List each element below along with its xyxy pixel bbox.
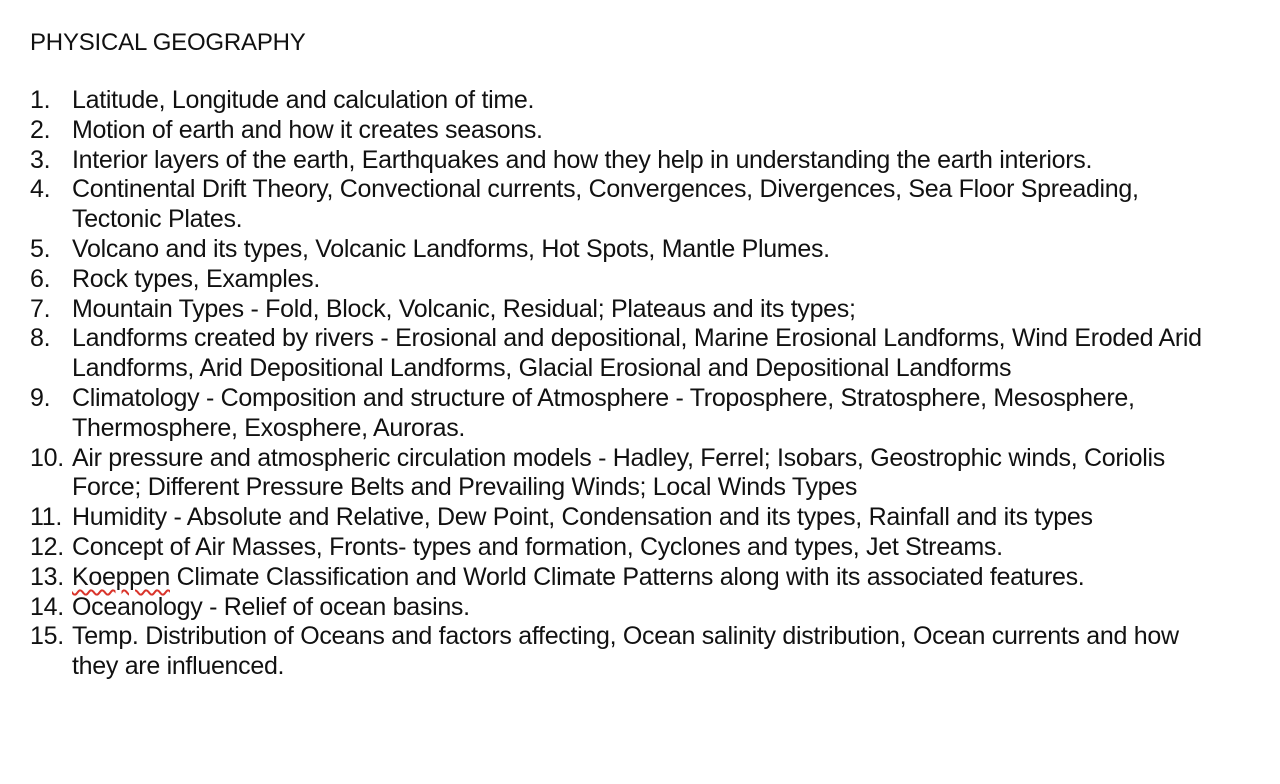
- document-title: PHYSICAL GEOGRAPHY: [30, 29, 306, 56]
- list-number: 8.: [30, 324, 51, 353]
- list-text: Volcano and its types, Volcanic Landforms, Hot Spots, Mantle Plumes.: [72, 234, 830, 263]
- list-item: [30, 563, 1280, 593]
- list-text: Latitude, Longitude and calculation of time.: [72, 86, 535, 114]
- list-text: Mountain Types - Fold, Block, Volcanic, Residual; Plateaus and its types;: [72, 294, 856, 323]
- list-text: Humidity - Absolute and Relative, Dew Point, Condensation and its types, Rainfall and its types: [72, 503, 1093, 532]
- list-text: Rock types, Examples.: [72, 264, 320, 293]
- list-item: [30, 175, 1280, 235]
- list-item: [30, 86, 1280, 116]
- list-text: Air pressure and atmospheric circulation models - Hadley, Ferrel; Isobars, Geostrophic winds, Coriolis Force; Different Pressure Belts and Prevailing Winds; Local Winds Types: [72, 443, 1165, 502]
- list-item: [30, 116, 1280, 146]
- list-item: [30, 533, 1280, 563]
- list-number: 10.: [30, 443, 64, 472]
- list-item: [30, 324, 1280, 384]
- list-number: 15.: [30, 622, 64, 651]
- list-item: [30, 295, 1280, 325]
- list-item: [30, 146, 1280, 176]
- list-text: Climatology - Composition and structure of Atmosphere - Troposphere, Stratosphere, Mesosphere, Thermosphere, Exosphere, Auroras.: [72, 383, 1135, 442]
- list-number: 2.: [30, 115, 51, 144]
- list-number: 9.: [30, 383, 51, 412]
- list-item: [30, 503, 1280, 533]
- list-number: 6.: [30, 264, 51, 293]
- list-number: 1.: [30, 86, 51, 114]
- list-text: Landforms created by rivers - Erosional and depositional, Marine Erosional Landforms, Wind Eroded Arid Landforms, Arid Depositional Landforms, Glacial Erosional and Depositional Landforms: [72, 324, 1202, 383]
- list-number: 13.: [30, 562, 64, 591]
- list-item: [30, 384, 1280, 444]
- list-text: Motion of earth and how it creates seasons.: [72, 115, 543, 144]
- misspelled-word[interactable]: Koeppen: [72, 562, 170, 591]
- list-number: 12.: [30, 532, 64, 561]
- list-text: [72, 563, 1222, 593]
- list-text: Temp. Distribution of Oceans and factors affecting, Ocean salinity distribution, Ocean currents and how they are influenced.: [72, 622, 1179, 681]
- list-item: [30, 265, 1280, 295]
- list-text-rest: Climate Classification and World Climate Patterns along with its associated features.: [170, 562, 1085, 591]
- list-text: Oceanology - Relief of ocean basins.: [72, 592, 470, 621]
- list-text: Concept of Air Masses, Fronts- types and formation, Cyclones and types, Jet Streams.: [72, 532, 1003, 561]
- list-item: [30, 593, 1280, 623]
- list-number: 4.: [30, 175, 51, 204]
- list-item: [30, 622, 1280, 682]
- list-item: [30, 235, 1280, 265]
- topic-list: [30, 86, 1280, 682]
- list-number: 5.: [30, 234, 51, 263]
- list-text: Continental Drift Theory, Convectional currents, Convergences, Divergences, Sea Floor Spreading, Tectonic Plates.: [72, 175, 1139, 234]
- list-number: 11.: [30, 503, 62, 532]
- list-text: Interior layers of the earth, Earthquakes and how they help in understanding the earth interiors.: [72, 145, 1093, 174]
- list-number: 3.: [30, 145, 51, 174]
- list-number: 14.: [30, 592, 64, 621]
- list-number: 7.: [30, 294, 51, 323]
- list-item: [30, 444, 1280, 504]
